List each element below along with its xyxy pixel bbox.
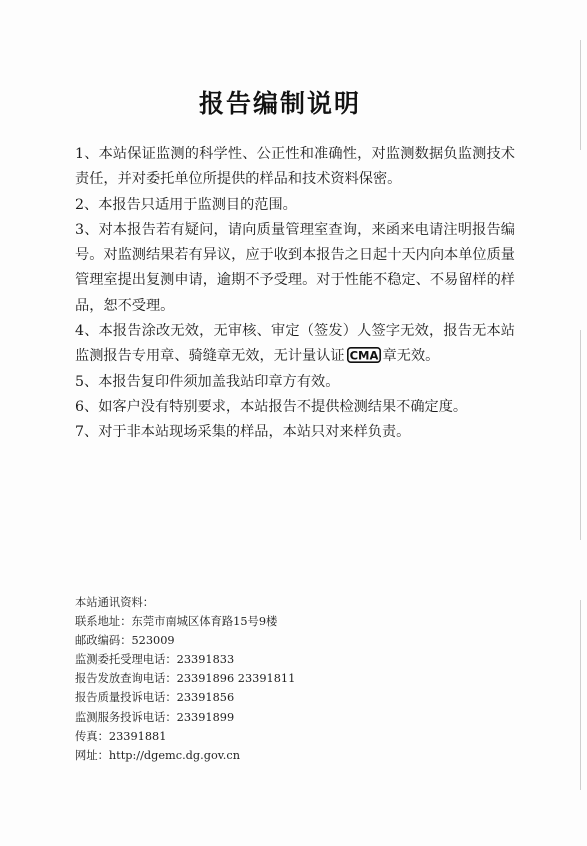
scan-edge-line xyxy=(580,40,581,150)
contact-postcode: 邮政编码：523009 xyxy=(75,634,175,648)
note-item-7: 7、对于非本站现场采集的样品，本站只对来样负责。 xyxy=(75,424,411,441)
contact-fax: 传真：23391881 xyxy=(75,729,167,743)
contact-quality-complaint-phone: 报告质量投诉电话：23391856 xyxy=(75,691,235,705)
cma-logo-text: CMA xyxy=(349,348,378,363)
note-item-1: 1、本站保证监测的科学性、公正性和准确性，对监测数据负监测技术责任，并对委托单位所提供的样品和技术资料保密。 xyxy=(75,146,515,188)
page-title: 报告编制说明 xyxy=(198,89,361,118)
note-item-2: 2、本报告只适用于监测目的范围。 xyxy=(75,196,297,213)
contact-info xyxy=(75,593,475,765)
cma-certification-icon xyxy=(347,347,381,363)
contact-inquiry-phone: 报告发放查询电话：23391896 23391811 xyxy=(75,672,296,686)
note-item-4-tail: 章无效。 xyxy=(382,348,440,365)
contact-heading: 本站通讯资料： xyxy=(75,596,155,609)
note-item-4-text: 4、本报告涂改无效，无审核、审定（签发）人签字无效，报告无本站监测报告专用章、骑缝章无效，无计量认证 xyxy=(75,323,515,365)
note-item-4 xyxy=(75,319,515,370)
note-item-6: 6、如客户没有特别要求，本站报告不提供检测结果不确定度。 xyxy=(75,398,468,415)
contact-commission-phone: 监测委托受理电话：23391833 xyxy=(75,653,235,667)
contact-website: 网址：http://dgemc.dg.gov.cn xyxy=(75,748,240,762)
contact-address: 联系地址：东莞市南城区体育路15号9楼 xyxy=(75,615,278,629)
note-item-3: 3、对本报告若有疑问，请向质量管理室查询，来函来电请注明报告编号。对监测结果若有异议，应于收到本报告之日起十天内向本单位质量管理室提出复测申请，逾期不予受理。对于性能不稳定、不易留样的样品，恕不受理。 xyxy=(75,221,515,314)
scan-edge-line xyxy=(580,600,581,790)
notes-list xyxy=(75,142,515,446)
contact-service-complaint-phone: 监测服务投诉电话：23391899 xyxy=(75,710,235,724)
note-item-5: 5、本报告复印件须加盖我站印章方有效。 xyxy=(75,373,340,390)
scan-edge-line xyxy=(580,330,581,540)
